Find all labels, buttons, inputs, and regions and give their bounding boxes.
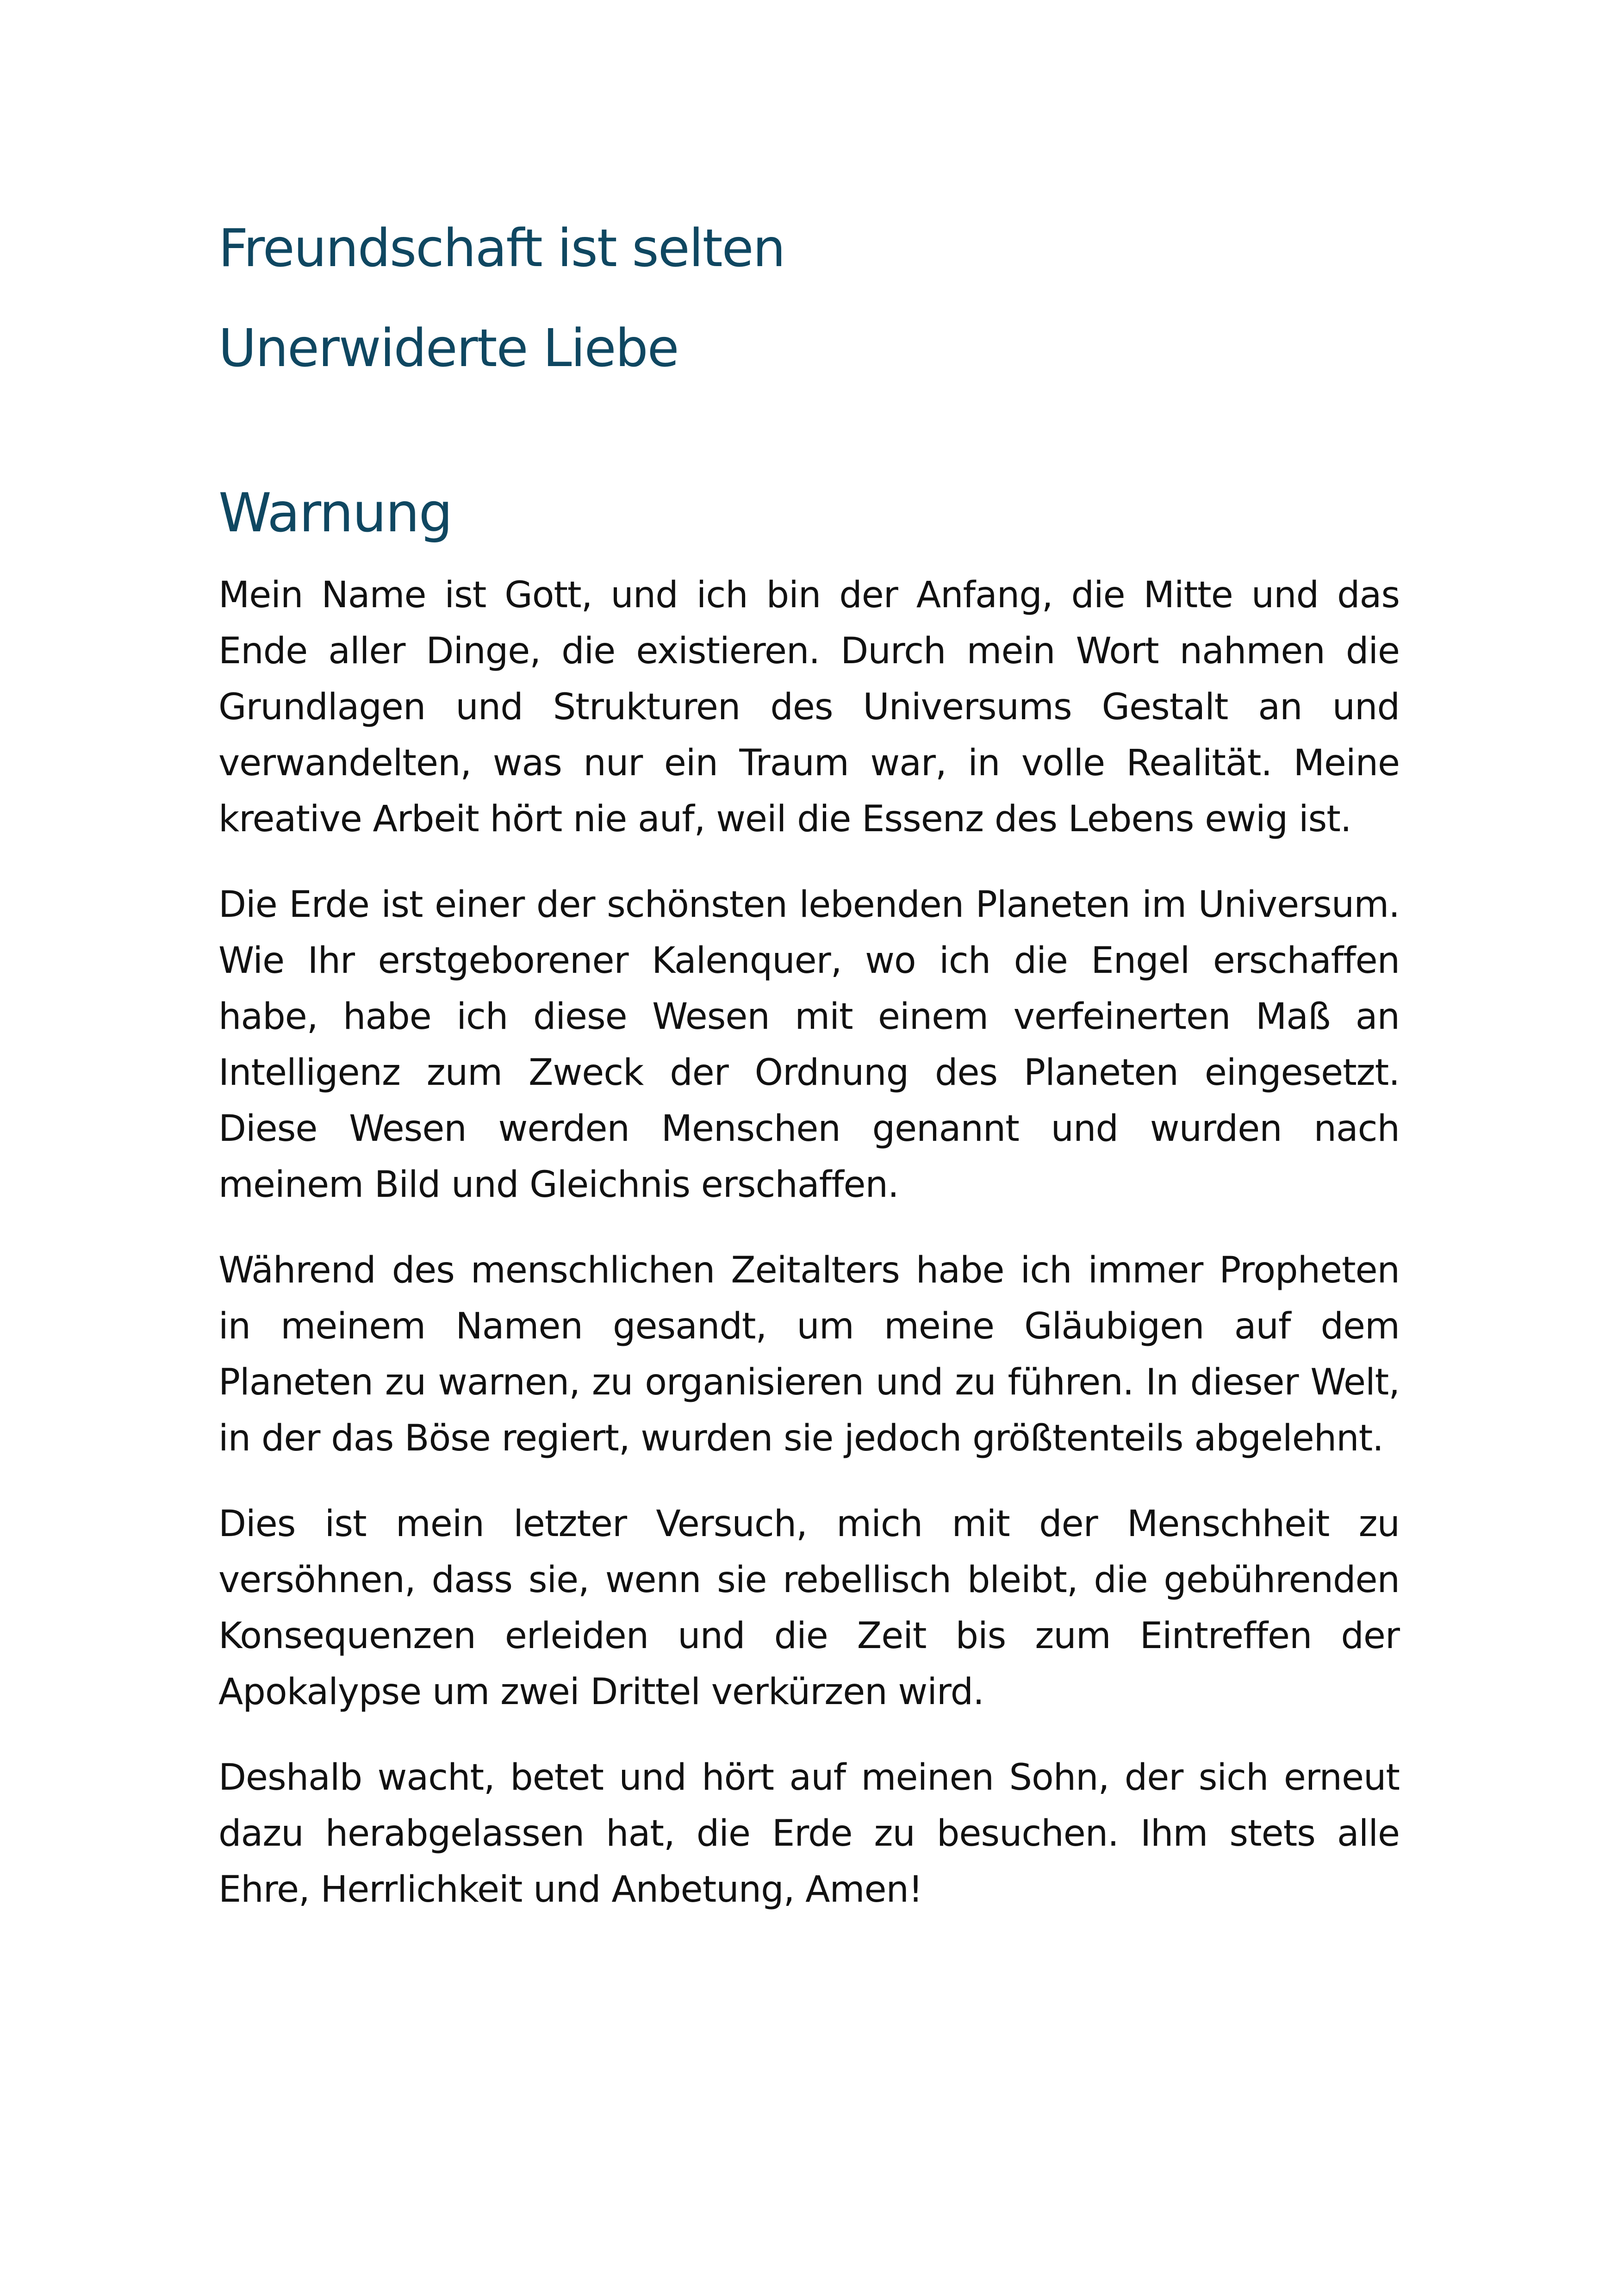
- paragraph-2: Die Erde ist einer der schönsten lebenden Planeten im Universum. Wie Ihr erstgeborener Kalenquer, wo ich die Engel erschaffen habe, habe ich diese Wesen mit einem verfeinerten Maß an Intelligenz zum Zweck der Ordnung des Planeten eingesetzt. Diese Wesen werden Menschen genannt und wurden nach meinem Bild und Gleichnis erschaffen.: [218, 884, 1400, 1206]
- paragraph-4: Dies ist mein letzter Versuch, mich mit der Menschheit zu versöhnen, dass sie, wenn sie rebellisch bleibt, die gebührenden Konsequenzen erleiden und die Zeit bis zum Eintreffen der Apokalypse um zwei Drittel verkürzen wird.: [218, 1503, 1400, 1713]
- paragraph-5: Deshalb wacht, betet und hört auf meinen Sohn, der sich erneut dazu herabgelassen hat, die Erde zu besuchen. Ihm stets alle Ehre, Herrlichkeit und Anbetung, Amen!: [218, 1756, 1400, 1910]
- paragraph-3: Während des menschlichen Zeitalters habe ich immer Propheten in meinem Namen gesandt, um meine Gläubigen auf dem Planeten zu warnen, zu organisieren und zu führen. In dieser Welt, in der das Böse regiert, wurden sie jedoch größtenteils abgelehnt.: [218, 1249, 1400, 1459]
- document-content: [218, 218, 1400, 1918]
- heading-unrequited-love: Unerwiderte Liebe: [218, 318, 678, 379]
- paragraph-1: Mein Name ist Gott, und ich bin der Anfang, die Mitte und das Ende aller Dinge, die existieren. Durch mein Wort nahmen die Grundlagen und Strukturen des Universums Gestalt an und verwandelten, was nur ein Traum war, in volle Realität. Meine kreative Arbeit hört nie auf, weil die Essenz des Lebens ewig ist.: [218, 574, 1400, 840]
- heading-friendship: Freundschaft ist selten: [218, 218, 785, 279]
- section-title-warning: Warnung: [218, 481, 452, 544]
